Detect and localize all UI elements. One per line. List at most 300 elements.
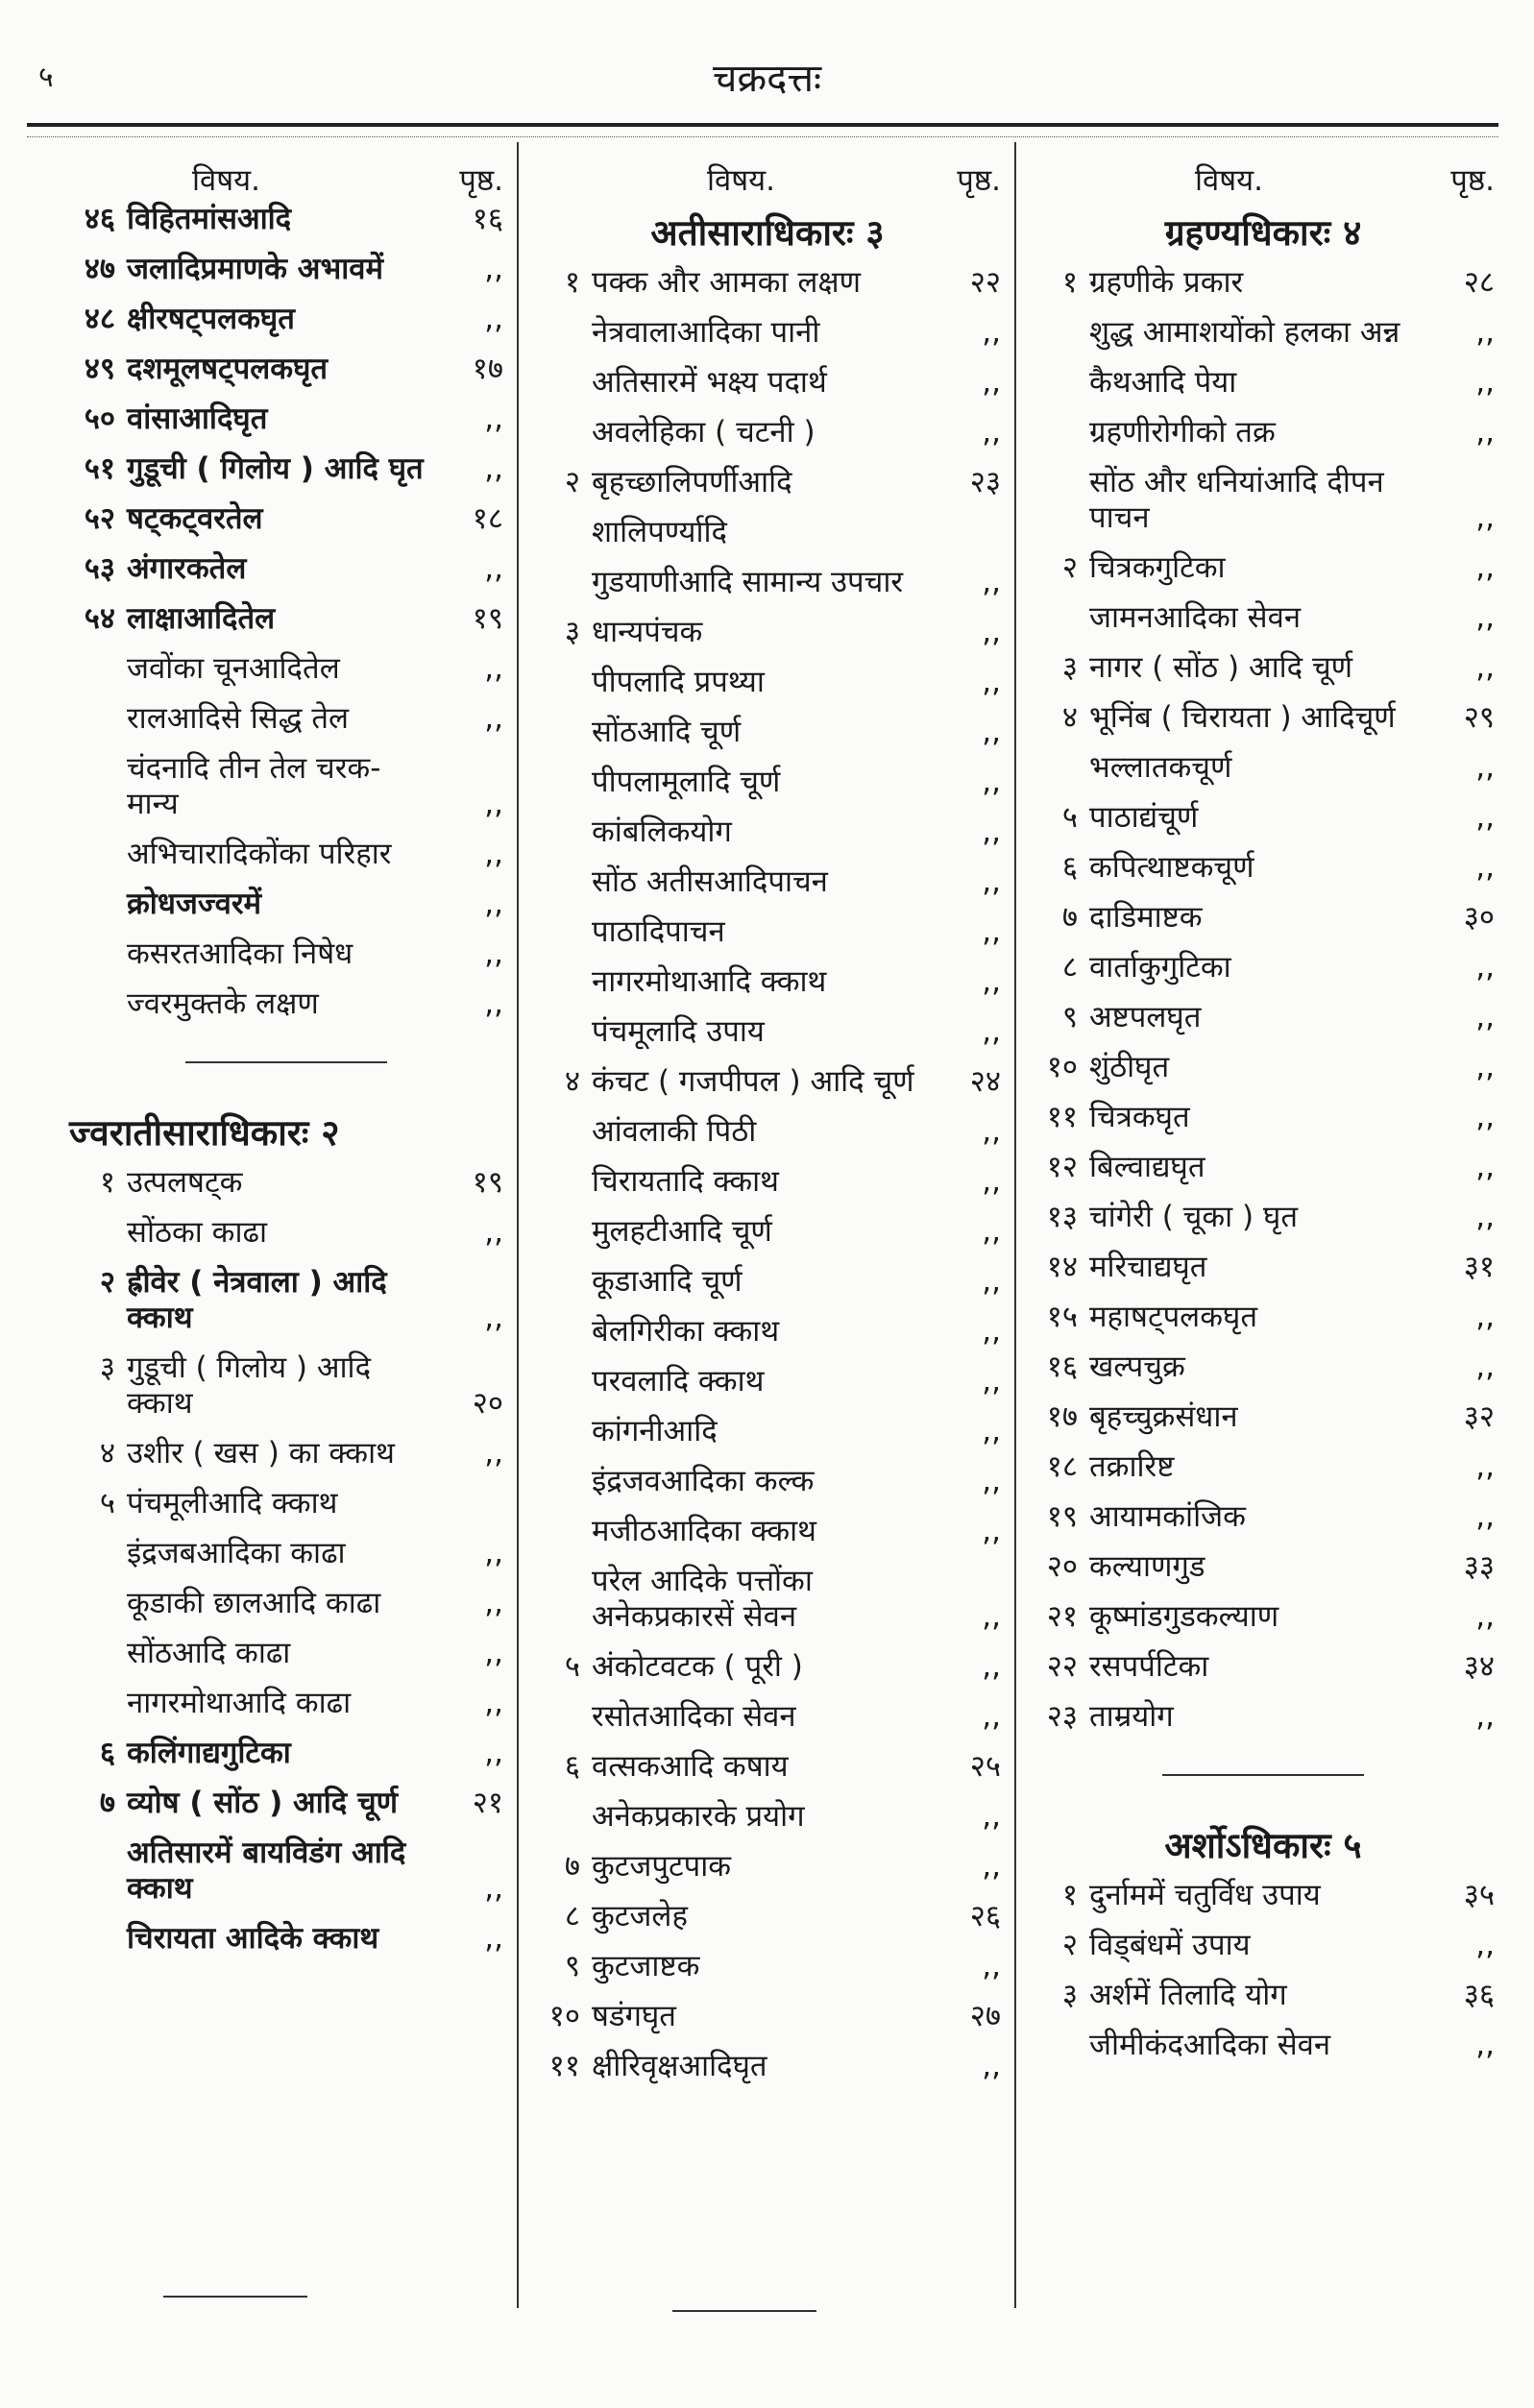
- index-entry: [534, 1749, 1001, 1799]
- index-entry: [69, 352, 503, 401]
- index-entry: [1032, 1150, 1495, 1200]
- entry-page: २३: [969, 465, 1001, 499]
- index-entry: [69, 401, 503, 451]
- index-entry: [69, 302, 503, 352]
- entry-page: ,,: [982, 415, 1001, 450]
- entry-number: १९: [1046, 1499, 1078, 1534]
- index-entry: [69, 1686, 503, 1736]
- index-entry: [69, 1350, 503, 1436]
- entry-page: ,,: [484, 1921, 503, 1956]
- entry-title: कंचट ( गजपीपल ) आदि चूर्ण: [592, 1064, 914, 1099]
- entry-page: ,,: [1475, 1499, 1495, 1534]
- entry-page: २१: [472, 1786, 503, 1820]
- index-entry: [1032, 1000, 1495, 1050]
- entry-number: २: [1061, 1928, 1078, 1962]
- entry-number: १६: [1046, 1350, 1078, 1384]
- entry-title: मरिचाद्यघृत: [1089, 1250, 1207, 1284]
- index-entry: [1032, 1699, 1495, 1749]
- entry-page: ,,: [1475, 1449, 1495, 1484]
- index-entry: [534, 914, 1001, 964]
- index-entry: [1032, 465, 1495, 550]
- header-rule: [27, 123, 1498, 127]
- entry-page: ,,: [982, 565, 1001, 599]
- index-entry: [534, 1414, 1001, 1464]
- index-entry: [69, 1215, 503, 1265]
- entry-number: २: [1061, 550, 1078, 585]
- entry-title: भल्लातकचूर्ण: [1089, 750, 1232, 785]
- entry-title: अर्शमें तिलादि योग: [1089, 1978, 1287, 2012]
- entry-title: कुटजाष्टक: [592, 1949, 700, 1983]
- entry-title: ज्वरमुक्तके लक्षण: [127, 986, 319, 1021]
- entry-number: ३: [564, 615, 580, 649]
- entry-page: ,,: [1475, 650, 1495, 685]
- entry-title: बृहच्चुक्रसंधान: [1089, 1399, 1238, 1434]
- section-heading: अर्शोऽधिकारः ५: [1164, 1825, 1362, 1866]
- entry-page: ,,: [1475, 1300, 1495, 1334]
- entry-title: महाषट्पलकघृत: [1089, 1300, 1257, 1334]
- index-entry: [69, 1736, 503, 1786]
- entry-page: ,,: [1475, 600, 1495, 635]
- entry-number: १३: [1046, 1200, 1078, 1234]
- page-number: ५: [38, 61, 54, 94]
- entry-title: व्योष ( सोंठ ) आदि चूर्ण: [127, 1786, 399, 1820]
- entry-page: ,,: [982, 2049, 1001, 2083]
- entry-number: १७: [1046, 1399, 1078, 1434]
- index-entry: [534, 1314, 1001, 1364]
- index-entry: [1032, 750, 1495, 800]
- entry-page: ,,: [982, 1464, 1001, 1498]
- entry-title: ह्रीवेर ( नेत्रवाला ) आदि क्काथ: [127, 1265, 387, 1335]
- entry-title: सोंठआदि चूर्ण: [592, 715, 742, 749]
- index-entry: [69, 1165, 503, 1215]
- index-entry: [69, 1836, 503, 1921]
- entry-title: अष्टपलघृत: [1089, 1000, 1202, 1034]
- entry-title: बृहच्छालिपर्णीआदि: [592, 465, 792, 499]
- entry-title: जवोंका चूनआदितेल: [127, 651, 340, 686]
- entry-page: ,,: [982, 1014, 1001, 1049]
- entry-page: ,,: [982, 1214, 1001, 1249]
- entry-title: दाडिमाष्टक: [1089, 900, 1203, 935]
- page-label: पृष्ठ.: [957, 163, 1001, 198]
- index-entry: [1032, 700, 1495, 750]
- column-header: [69, 154, 503, 202]
- entry-page: ३१: [1463, 1250, 1495, 1284]
- entry-title: पाठाद्यंचूर्ण: [1089, 800, 1199, 835]
- entry-title: कपित्थाष्टकचूर्ण: [1089, 850, 1254, 885]
- section-heading: ज्वरातीसाराधिकारः २: [69, 1112, 340, 1154]
- index-entry: [1032, 550, 1495, 600]
- entry-title: दशमूलषट्पलकघृत: [127, 352, 329, 386]
- entry-page: ,,: [982, 615, 1001, 649]
- entry-title: लाक्षाआदितेल: [127, 601, 276, 636]
- entry-page: २८: [1463, 265, 1495, 300]
- index-entry: [534, 1699, 1001, 1749]
- index-entry: [1032, 315, 1495, 365]
- entry-page: ,,: [982, 1264, 1001, 1299]
- entry-page: ३२: [1463, 1399, 1495, 1434]
- entry-title: तक्रारिष्ट: [1089, 1449, 1175, 1484]
- index-entry: [534, 1899, 1001, 1949]
- index-entry: [534, 1264, 1001, 1314]
- entry-title: रसोतआदिका सेवन: [592, 1699, 796, 1734]
- index-entry: [69, 1636, 503, 1686]
- entry-title: सोंठ अतीसआदिपाचन: [592, 864, 828, 899]
- entry-title: षडंगघृत: [592, 1999, 676, 2033]
- entry-title: सोंठआदि काढा: [127, 1636, 291, 1670]
- index-entry: [1032, 1978, 1495, 2028]
- entry-number: १: [99, 1165, 115, 1200]
- section-divider: [1162, 1774, 1364, 1776]
- index-entry: [69, 887, 503, 936]
- entry-page: ,,: [1475, 1200, 1495, 1234]
- index-entry: [534, 1849, 1001, 1899]
- index-entry: [534, 1014, 1001, 1064]
- entry-number: १४: [1046, 1250, 1078, 1284]
- entry-title: बिल्वाद्यघृत: [1089, 1150, 1205, 1184]
- entry-title: कल्याणगुड: [1089, 1549, 1205, 1584]
- index-entry: [534, 415, 1001, 465]
- entry-number: ८: [1061, 950, 1078, 985]
- entry-page: ,,: [1475, 1599, 1495, 1634]
- entry-number: ६: [564, 1749, 580, 1784]
- entry-page: ,,: [484, 986, 503, 1021]
- entry-title: चित्रकघृत: [1089, 1100, 1190, 1134]
- entry-number: १: [1061, 265, 1078, 300]
- entry-page: २४: [969, 1064, 1001, 1099]
- column-end-rule-1: [163, 2296, 307, 2298]
- entry-page: ,,: [982, 315, 1001, 350]
- index-entry: [1032, 1928, 1495, 1978]
- entry-title: नागर ( सोंठ ) आदि चूर्ण: [1089, 650, 1353, 685]
- entry-title: नागरमोथाआदि काढा: [127, 1686, 352, 1720]
- entry-page: १८: [472, 501, 503, 536]
- entry-number: १०: [1046, 1050, 1078, 1084]
- entry-page: ,,: [484, 1636, 503, 1670]
- index-entry: [1032, 1499, 1495, 1549]
- index-entry: [534, 665, 1001, 715]
- entry-title: शालिपर्ण्यादि: [592, 515, 727, 549]
- index-entry: [534, 565, 1001, 615]
- entry-title: परेल आदिके पत्तोंका अनेकप्रकारसें सेवन: [592, 1564, 813, 1634]
- entry-page: ,,: [484, 1536, 503, 1570]
- entry-number: ३: [1061, 650, 1078, 685]
- entry-number: ५०: [84, 401, 115, 436]
- entry-title: चिरायता आदिके क्काथ: [127, 1921, 379, 1956]
- entry-title: कांबलिकयोग: [592, 815, 732, 849]
- entry-page: ,,: [982, 1514, 1001, 1548]
- index-entry: [1032, 900, 1495, 950]
- index-entry: [534, 1514, 1001, 1564]
- entry-number: ७: [564, 1849, 580, 1884]
- entry-number: १८: [1046, 1449, 1078, 1484]
- entry-page: २०: [472, 1386, 503, 1421]
- entry-page: ,,: [1475, 1150, 1495, 1184]
- index-entry: [534, 365, 1001, 415]
- entry-title: चित्रकगुटिका: [1089, 550, 1226, 585]
- entry-page: ३४: [1463, 1649, 1495, 1684]
- entry-page: ,,: [1475, 1350, 1495, 1384]
- index-entry: [69, 1265, 503, 1350]
- entry-page: ,,: [982, 864, 1001, 899]
- index-entry: [1032, 1649, 1495, 1699]
- entry-page: ,,: [1475, 315, 1495, 350]
- index-entry: [1032, 650, 1495, 700]
- index-entry: [69, 451, 503, 501]
- entry-title: खल्पचुक्र: [1089, 1350, 1185, 1384]
- entry-page: ,,: [484, 1215, 503, 1250]
- index-entry: [1032, 1300, 1495, 1350]
- entry-title: पीपलामूलादि चूर्ण: [592, 765, 781, 799]
- index-entry: [1032, 365, 1495, 415]
- entry-page: ,,: [982, 1164, 1001, 1199]
- entry-number: १०: [548, 1999, 580, 2033]
- index-entry: [1032, 1200, 1495, 1250]
- entry-page: ,,: [982, 715, 1001, 749]
- entry-page: १९: [472, 1165, 503, 1200]
- entry-page: २६: [969, 1899, 1001, 1934]
- index-entry: [534, 1214, 1001, 1264]
- index-entry: [69, 601, 503, 651]
- index-entry: [534, 515, 1001, 565]
- entry-number: २०: [1046, 1549, 1078, 1584]
- entry-page: २५: [969, 1749, 1001, 1784]
- index-entry: [1032, 2028, 1495, 2078]
- entry-title: गुडूची ( गिलोय ) आदि क्काथ: [127, 1350, 372, 1421]
- entry-page: ,,: [982, 964, 1001, 999]
- entry-number: ४: [564, 1064, 580, 1099]
- entry-page: ,,: [982, 1599, 1001, 1634]
- entry-title: शुद्ध आमाशयोंको हलका अन्न: [1089, 315, 1400, 350]
- index-entry: [1032, 1250, 1495, 1300]
- entry-number: ३: [1061, 1978, 1078, 2012]
- entry-page: ,,: [1475, 850, 1495, 885]
- entry-title: कसरतआदिका निषेध: [127, 936, 353, 971]
- entry-page: ,,: [484, 1586, 503, 1620]
- entry-page: ,,: [484, 302, 503, 336]
- index-entry: [1032, 1549, 1495, 1599]
- entry-title: क्षीरिवृक्षआदिघृत: [592, 2049, 767, 2083]
- entry-number: २२: [1046, 1649, 1078, 1684]
- entry-number: ४: [1061, 700, 1078, 735]
- index-entry: [69, 1586, 503, 1636]
- entry-number: ४९: [84, 352, 115, 386]
- index-entry: [534, 465, 1001, 515]
- index-entry: [1032, 950, 1495, 1000]
- entry-title: रालआदिसे सिद्ध तेल: [127, 701, 350, 736]
- index-entry: [534, 1364, 1001, 1414]
- index-entry: [69, 1921, 503, 1971]
- entry-title: अतिसारमें भक्ष्य पदार्थ: [592, 365, 827, 400]
- entry-title: कूडाकी छालआदि काढा: [127, 1586, 381, 1620]
- entry-number: ११: [548, 2049, 580, 2083]
- entry-title: कांगनीआदि: [592, 1414, 718, 1448]
- index-entry: [534, 864, 1001, 914]
- entry-page: ,,: [484, 1301, 503, 1335]
- entry-title: ग्रहणीके प्रकार: [1089, 265, 1244, 300]
- entry-number: ५१: [84, 451, 115, 486]
- entry-title: सोंठ और धनियांआदि दीपन पाचन: [1089, 465, 1384, 535]
- entry-page: ,,: [982, 1114, 1001, 1149]
- entry-title: पंचमूलीआदि क्काथ: [127, 1486, 338, 1520]
- entry-title: सोंठका काढा: [127, 1215, 268, 1250]
- entry-title: अतिसारमें बायविडंग आदि क्काथ: [127, 1836, 406, 1906]
- index-entry: [1032, 1050, 1495, 1100]
- index-entry: [69, 751, 503, 837]
- index-entry: [534, 765, 1001, 815]
- entry-page: ३६: [1463, 1978, 1495, 2012]
- column-header: [534, 154, 1001, 202]
- entry-number: ९: [1061, 1000, 1078, 1034]
- entry-number: २: [99, 1265, 115, 1300]
- entry-title: वार्ताकुगुटिका: [1089, 950, 1231, 985]
- entry-page: ,,: [1475, 550, 1495, 585]
- entry-number: ६: [1061, 850, 1078, 885]
- entry-title: गुडूची ( गिलोय ) आदि घृत: [127, 451, 424, 486]
- entry-page: ,,: [484, 787, 503, 821]
- index-entry: [534, 1464, 1001, 1514]
- index-entry: [534, 1564, 1001, 1649]
- entry-title: कुटजलेह: [592, 1899, 688, 1934]
- entry-title: नेत्रवालाआदिका पानी: [592, 315, 820, 350]
- index-entry: [69, 252, 503, 302]
- entry-title: जामनआदिका सेवन: [1089, 600, 1302, 635]
- column-body: [534, 202, 1001, 2099]
- entry-number: १२: [1046, 1150, 1078, 1184]
- index-entry: [1032, 1100, 1495, 1150]
- entry-title: चंदनादि तीन तेल चरक-मान्य: [127, 751, 381, 821]
- entry-title: चांगेरी ( चूका ) घृत: [1089, 1200, 1298, 1234]
- index-entry: [69, 551, 503, 601]
- entry-number: ८: [564, 1899, 580, 1934]
- index-entry: [1032, 600, 1495, 650]
- index-entry: [534, 1949, 1001, 1999]
- index-entry: [1032, 1449, 1495, 1499]
- index-entry: [69, 986, 503, 1036]
- entry-title: ताम्रयोग: [1089, 1699, 1174, 1734]
- index-entry: [534, 1114, 1001, 1164]
- index-entry: [69, 701, 503, 751]
- entry-title: वत्सकआदि कषाय: [592, 1749, 789, 1784]
- entry-title: कैथआदि पेया: [1089, 365, 1237, 400]
- index-column-2: [534, 154, 1001, 2099]
- entry-title: पाठादिपाचन: [592, 914, 725, 949]
- index-entry: [69, 1486, 503, 1536]
- entry-page: ,,: [1475, 365, 1495, 400]
- index-entry: [69, 202, 503, 252]
- entry-page: ,,: [982, 1314, 1001, 1349]
- entry-page: ,,: [1475, 1100, 1495, 1134]
- entry-title: विड्बंधमें उपाय: [1089, 1928, 1251, 1962]
- index-entry: [534, 265, 1001, 315]
- entry-page: ,,: [484, 936, 503, 971]
- entry-title: अंगारकतेल: [127, 551, 247, 586]
- entry-number: २१: [1046, 1599, 1078, 1634]
- entry-page: ३५: [1463, 1878, 1495, 1912]
- entry-page: ,,: [484, 551, 503, 586]
- column-body: [1032, 202, 1495, 2078]
- column-header: [1032, 154, 1495, 202]
- entry-title: गुडयाणीआदि सामान्य उपचार: [592, 565, 904, 599]
- running-title: चक्रदत्तः: [712, 57, 822, 101]
- entry-title: क्रोधजज्वरमें: [127, 887, 262, 921]
- entry-title: अनेकप्रकारके प्रयोग: [592, 1799, 805, 1834]
- entry-page: १७: [472, 352, 503, 386]
- entry-title: अभिचारादिकोंका परिहार: [127, 837, 392, 871]
- entry-number: १: [1061, 1878, 1078, 1912]
- index-entry: [534, 615, 1001, 665]
- entry-page: २७: [969, 1999, 1001, 2033]
- index-entry: [534, 1064, 1001, 1114]
- index-entry: [1032, 800, 1495, 850]
- entry-title: उशीर ( खस ) का क्काथ: [127, 1436, 395, 1471]
- entry-title: बेलगिरीका क्काथ: [592, 1314, 780, 1349]
- entry-title: कलिंगाद्यगुटिका: [127, 1736, 291, 1770]
- entry-number: ७: [1061, 900, 1078, 935]
- entry-page: ३३: [1463, 1549, 1495, 1584]
- entry-title: कुटजपुटपाक: [592, 1849, 732, 1884]
- entry-title: पंचमूलादि उपाय: [592, 1014, 765, 1049]
- entry-page: ,,: [484, 401, 503, 436]
- entry-page: ,,: [982, 815, 1001, 849]
- entry-number: ५२: [84, 501, 115, 536]
- subject-label: विषय.: [192, 163, 261, 198]
- entry-page: ,,: [982, 1849, 1001, 1884]
- entry-number: २: [564, 465, 580, 499]
- entry-number: ४६: [84, 202, 115, 236]
- index-entry: [1032, 1399, 1495, 1449]
- entry-page: ,,: [484, 701, 503, 736]
- entry-page: ,,: [1475, 1050, 1495, 1084]
- column-divider-2: [1014, 142, 1016, 2308]
- page-label: पृष्ठ.: [1450, 163, 1495, 198]
- entry-number: ५३: [84, 551, 115, 586]
- entry-title: क्षीरषट्पलकघृत: [127, 302, 295, 336]
- entry-title: वांसाआदिघृत: [127, 401, 268, 436]
- entry-page: ,,: [982, 1949, 1001, 1983]
- entry-number: ११: [1046, 1100, 1078, 1134]
- entry-page: ,,: [1475, 500, 1495, 535]
- entry-page: ,,: [1475, 1699, 1495, 1734]
- entry-page: ,,: [1475, 950, 1495, 985]
- index-entry: [534, 1649, 1001, 1699]
- index-entry: [1032, 1599, 1495, 1649]
- entry-title: कूडाआदि चूर्ण: [592, 1264, 743, 1299]
- index-entry: [534, 964, 1001, 1014]
- subject-label: विषय.: [1195, 163, 1264, 198]
- index-entry: [534, 715, 1001, 765]
- entry-title: शुंठीघृत: [1089, 1050, 1170, 1084]
- entry-page: १९: [472, 601, 503, 636]
- entry-number: ४७: [84, 252, 115, 286]
- entry-page: ,,: [484, 887, 503, 921]
- index-entry: [69, 837, 503, 887]
- entry-number: ३: [99, 1350, 115, 1385]
- entry-number: १: [564, 265, 580, 300]
- entry-title: ग्रहणीरोगीको तक्र: [1089, 415, 1276, 450]
- entry-page: ,,: [1475, 415, 1495, 450]
- entry-title: षट्कट्वरतेल: [127, 501, 263, 536]
- index-entry: [1032, 850, 1495, 900]
- index-entry: [534, 2049, 1001, 2099]
- entry-title: कूष्मांडगुडकल्याण: [1089, 1599, 1279, 1634]
- index-entry: [534, 815, 1001, 864]
- index-column-3: [1032, 154, 1495, 2078]
- column-body: [69, 202, 503, 1971]
- entry-page: ,,: [484, 1686, 503, 1720]
- entry-page: ,,: [982, 1414, 1001, 1448]
- entry-title: चिरायतादि क्काथ: [592, 1164, 779, 1199]
- index-entry: [69, 1786, 503, 1836]
